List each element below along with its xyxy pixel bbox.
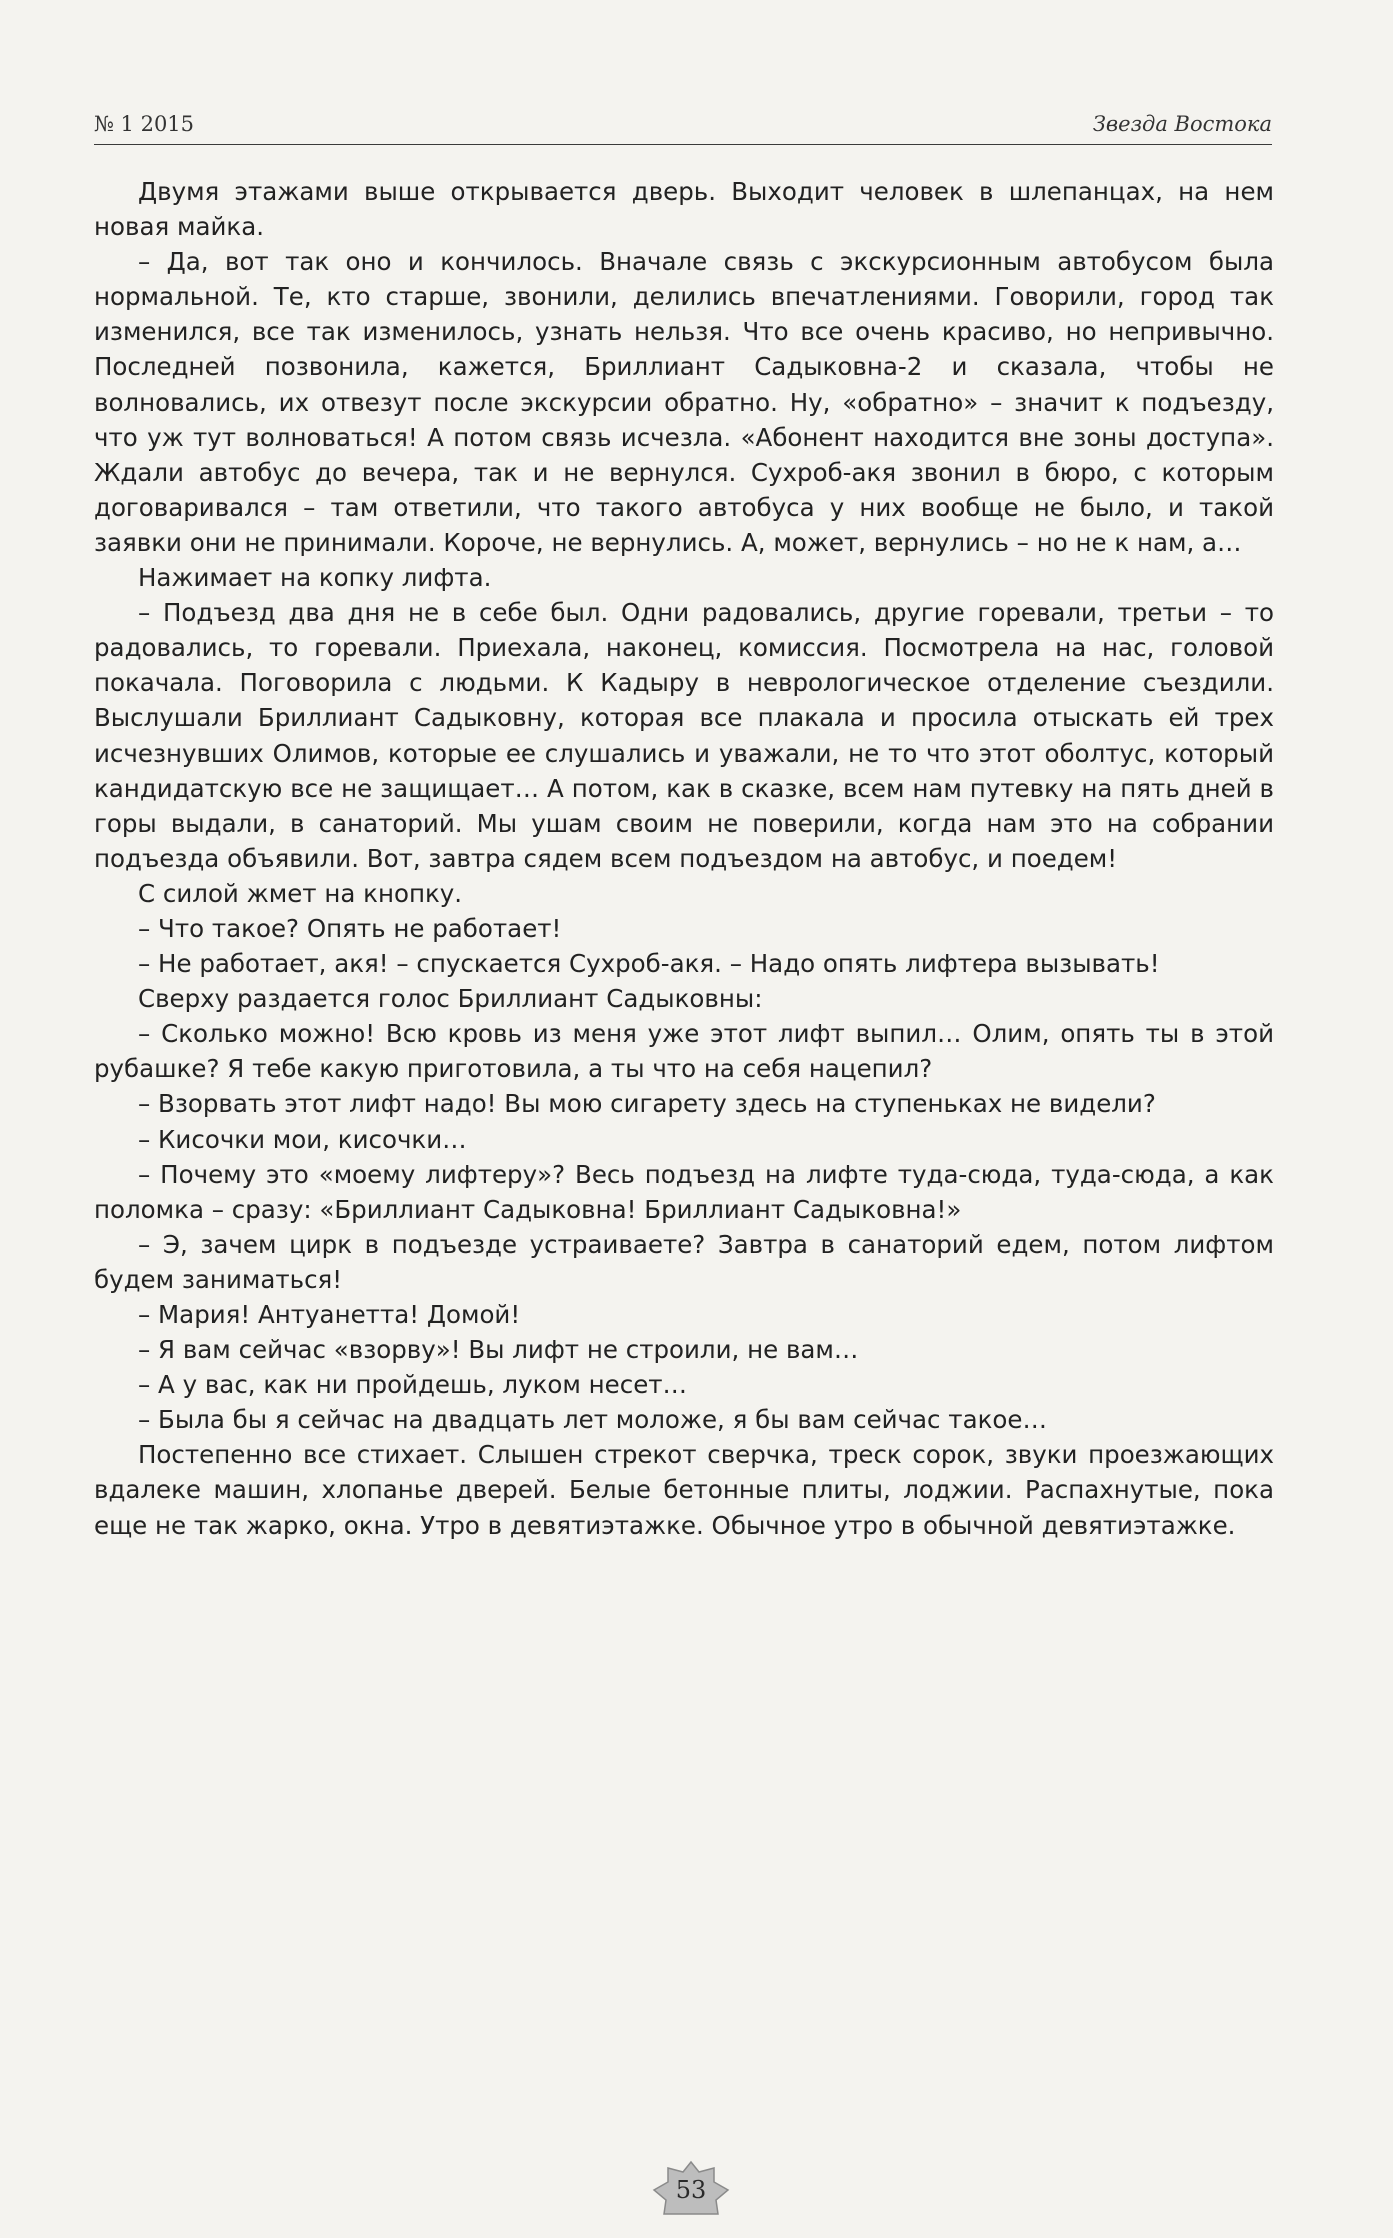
paragraph: – Не работает, акя! – спускается Сухроб-акя. – Надо опять лифтера вызывать! xyxy=(138,949,1160,979)
paragraph: – Подъезд два дня не в себе был. Одни радовались, другие горевали, третьи – то радовались, то горевали. Приехала, наконец, комиссия. Посмотрела на нас, головой покачала. Поговорила с людьми. К Кадыру в неврологическое отделение съездили. Выслушали Бриллиант Садыковну, которая все плакала и просила отыскать ей трех исчезнувших Олимов, которые ее слушались и уважали, не то что этот оболтус, который кандидатскую все не защищает… А потом, как в сказке, всем нам путевку на пять дней в горы выдали, в санаторий. Мы ушам своим не поверили, когда нам это на собрании подъезда объявили. Вот, завтра сядем всем подъездом на автобус, и поедем! xyxy=(94,598,1274,873)
paragraph: – Сколько можно! Всю кровь из меня уже этот лифт выпил… Олим, опять ты в этой рубашке? Я тебе какую приготовила, а ты что на себя нацепил? xyxy=(94,1019,1274,1084)
journal-title: Звезда Востока xyxy=(1092,112,1272,136)
paragraph: С силой жмет на кнопку. xyxy=(138,878,463,908)
issue-label: № 1 2015 xyxy=(94,112,195,136)
paragraph: – Почему это «моему лифтеру»? Весь подъезд на лифте туда-сюда, туда-сюда, а как поломка – сразу: «Бриллиант Садыковна! Бриллиант Садыковна!» xyxy=(94,1159,1274,1224)
main-text xyxy=(94,174,1274,1543)
paragraph: Постепенно все стихает. Слышен стрекот сверчка, треск сорок, звуки проезжающих вдалеке машин, хлопанье дверей. Белые бетонные плиты, лоджии. Распахнутые, пока еще не так жарко, окна. Утро в девятиэтажке. Обычное утро в обычной девятиэтажке. xyxy=(94,1440,1274,1540)
running-header xyxy=(94,104,1272,145)
paragraph: – Мария! Антуанетта! Домой! xyxy=(138,1300,521,1329)
page-number-badge xyxy=(652,2160,730,2238)
paragraph: – А у вас, как ни пройдешь, луком несет… xyxy=(138,1370,688,1400)
paragraph: – Что такое? Опять не работает! xyxy=(138,913,562,943)
paragraph: – Кисочки мои, кисочки… xyxy=(138,1124,467,1154)
paragraph: – Была бы я сейчас на двадцать лет моложе, я бы вам сейчас такое… xyxy=(138,1405,1047,1435)
page-number: 53 xyxy=(675,2176,707,2204)
paragraph: – Да, вот так оно и кончилось. Вначале связь с экскурсионным автобусом была нормальной. Те, кто старше, звонили, делились впечатлениями. Говорили, город так изменился, все так изменилось, узнать нельзя. Что все очень красиво, но непривычно. Последней позвонила, кажется, Бриллиант Садыковна-2 и сказала, чтобы не волновались, их отвезут после экскурсии обратно. Ну, «обратно» – значит к подъезду, что уж тут волноваться! А потом связь исчезла. «Абонент находится вне зоны доступа». Ждали автобус до вечера, так и не вернулся. Сухроб-акя звонил в бюро, с которым договаривался – там ответили, что такого автобуса у них вообще не было, и такой заявки они не принимали. Короче, не вернулись. А, может, вернулись – но не к нам, а… xyxy=(94,247,1274,557)
paragraph: Сверху раздается голос Бриллиант Садыковны: xyxy=(138,984,763,1014)
paragraph: – Я вам сейчас «взорву»! Вы лифт не строили, не вам… xyxy=(138,1335,859,1365)
paragraph: – Э, зачем цирк в подъезде устраиваете? Завтра в санаторий едем, потом лифтом будем заниматься! xyxy=(94,1229,1274,1294)
paragraph: Нажимает на копку лифта. xyxy=(138,563,492,593)
paragraph: Двумя этажами выше открывается дверь. Выходит человек в шлепанцах, на нем новая майка. xyxy=(94,177,1274,242)
paragraph: – Взорвать этот лифт надо! Вы мою сигарету здесь на ступеньках не видели? xyxy=(138,1089,1156,1119)
